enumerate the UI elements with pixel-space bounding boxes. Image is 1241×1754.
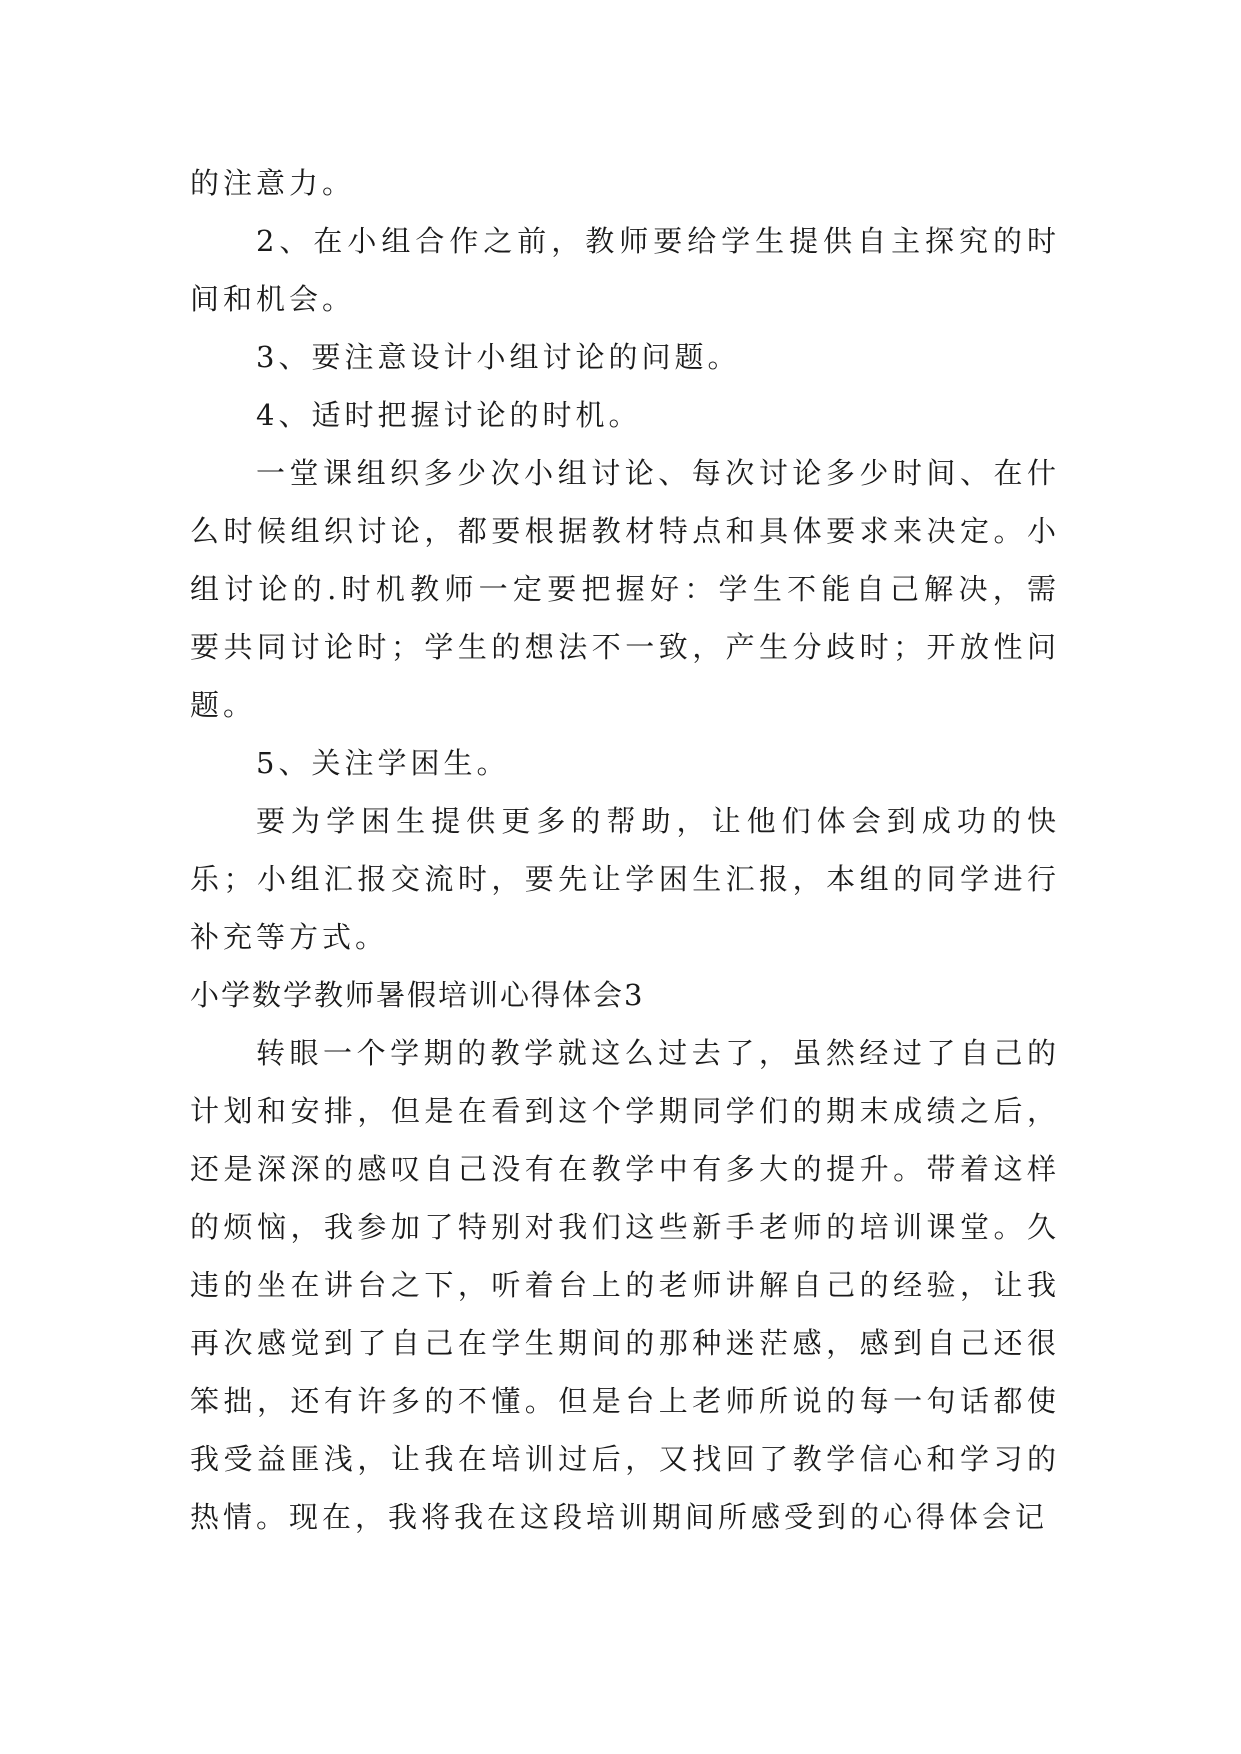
paragraph-struggling-students: 要为学困生提供更多的帮助，让他们体会到成功的快乐；小组汇报交流时，要先让学困生汇报，本组的同学进行补充等方式。 bbox=[190, 804, 1060, 954]
paragraph-item-5: 5、关注学困生。 bbox=[256, 746, 510, 780]
paragraph-training-reflection: 转眼一个学期的教学就这么过去了，虽然经过了自己的计划和安排，但是在看到这个学期同学们的期末成绩之后，还是深深的感叹自己没有在教学中有多大的提升。带着这样的烦恼，我参加了特别对我们这些新手老师的培训课堂。久违的坐在讲台之下，听着台上的老师讲解自己的经验，让我再次感觉到了自己在学生期间的那种迷茫感，感到自己还很笨拙，还有许多的不懂。但是台上老师所说的每一句话都使我受益匪浅，让我在培训过后，又找回了教学信心和学习的热情。现在，我将我在这段培训期间所感受到的心得体会记 bbox=[190, 1036, 1060, 1534]
paragraph-item-2: 2、在小组合作之前，教师要给学生提供自主探究的时间和机会。 bbox=[190, 224, 1060, 316]
paragraph-discussion-timing: 一堂课组织多少次小组讨论、每次讨论多少时间、在什么时候组织讨论，都要根据教材特点和具体要求来决定。小组讨论的.时机教师一定要把握好：学生不能自己解决，需要共同讨论时；学生的想法不一致，产生分歧时；开放性问题。 bbox=[190, 456, 1060, 722]
section-heading: 小学数学教师暑假培训心得体会3 bbox=[190, 978, 645, 1012]
paragraph-item-3: 3、要注意设计小组讨论的问题。 bbox=[256, 340, 741, 374]
document-body bbox=[190, 154, 1060, 1546]
paragraph-continuation: 的注意力。 bbox=[190, 166, 356, 200]
paragraph-item-4: 4、适时把握讨论的时机。 bbox=[256, 398, 642, 432]
